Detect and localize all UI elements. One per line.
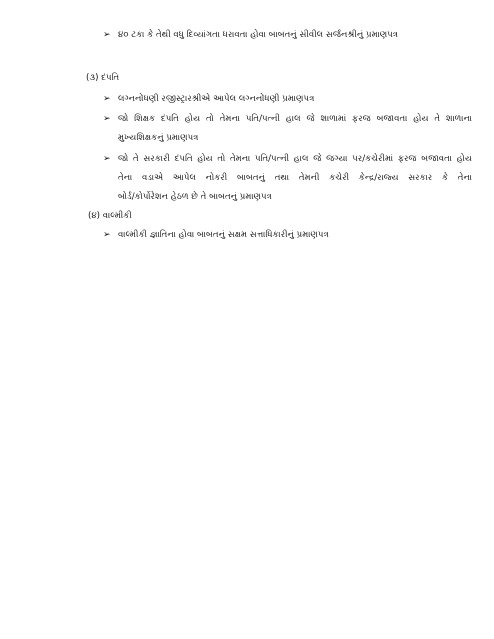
list-item-line: લગ્નનોંધણી રજીસ્ટ્રારશ્રીએ આપેલ લગ્નનોંધણી પ્રમાણપત્ર [118, 94, 315, 104]
bullet-icon: ➢ [103, 114, 111, 124]
section-heading-couple: (૩) દંપતિ [86, 73, 120, 83]
list-item-line: વાલ્મીકી જ્ઞાતિના હોવા બાબતનું સક્ષમ સત્તાધિકારીનું પ્રમાણપત્ર [118, 230, 329, 240]
list-item-line: મુખ્યશિક્ષકનું પ્રમાણપત્ર [118, 133, 199, 143]
bullet-icon: ➢ [103, 30, 111, 40]
list-item-line: જો તે સરકારી દંપતિ હોય તો તેમના પતિ/પત્ની હાલ જે જગ્યા પર/કચેરીમાં ફરજ બજાવતા હોય [118, 154, 472, 164]
intro-item-text: ૪૦ ટકા કે તેથી વધુ દિવ્યાંગતા ધરાવતા હોવા બાબતનું સીવીલ સર્જનશ્રીનું પ્રમાણપત્ર [118, 30, 399, 40]
bullet-icon: ➢ [103, 154, 111, 164]
bullet-icon: ➢ [103, 230, 111, 240]
bullet-icon: ➢ [103, 94, 111, 104]
list-item-line: જો શિક્ષક દંપતિ હોય તો તેમના પતિ/પત્ની હાલ જે શાળામાં ફરજ બજાવતા હોય તે શાળાના [118, 114, 472, 124]
list-item-line: બોર્ડ/કોર્પોરેશન હેઠળ છે તે બાબતનું પ્રમાણપત્ર [118, 192, 272, 202]
list-item-line: તેના વડાએ આપેલ નોકરી બાબતનું તથા તેમની કચેરી કેન્દ્ર/રાજ્ય સરકાર કે તેના [118, 173, 472, 183]
section-heading-valmiki: (૪) વાલ્મીકી [88, 211, 132, 221]
